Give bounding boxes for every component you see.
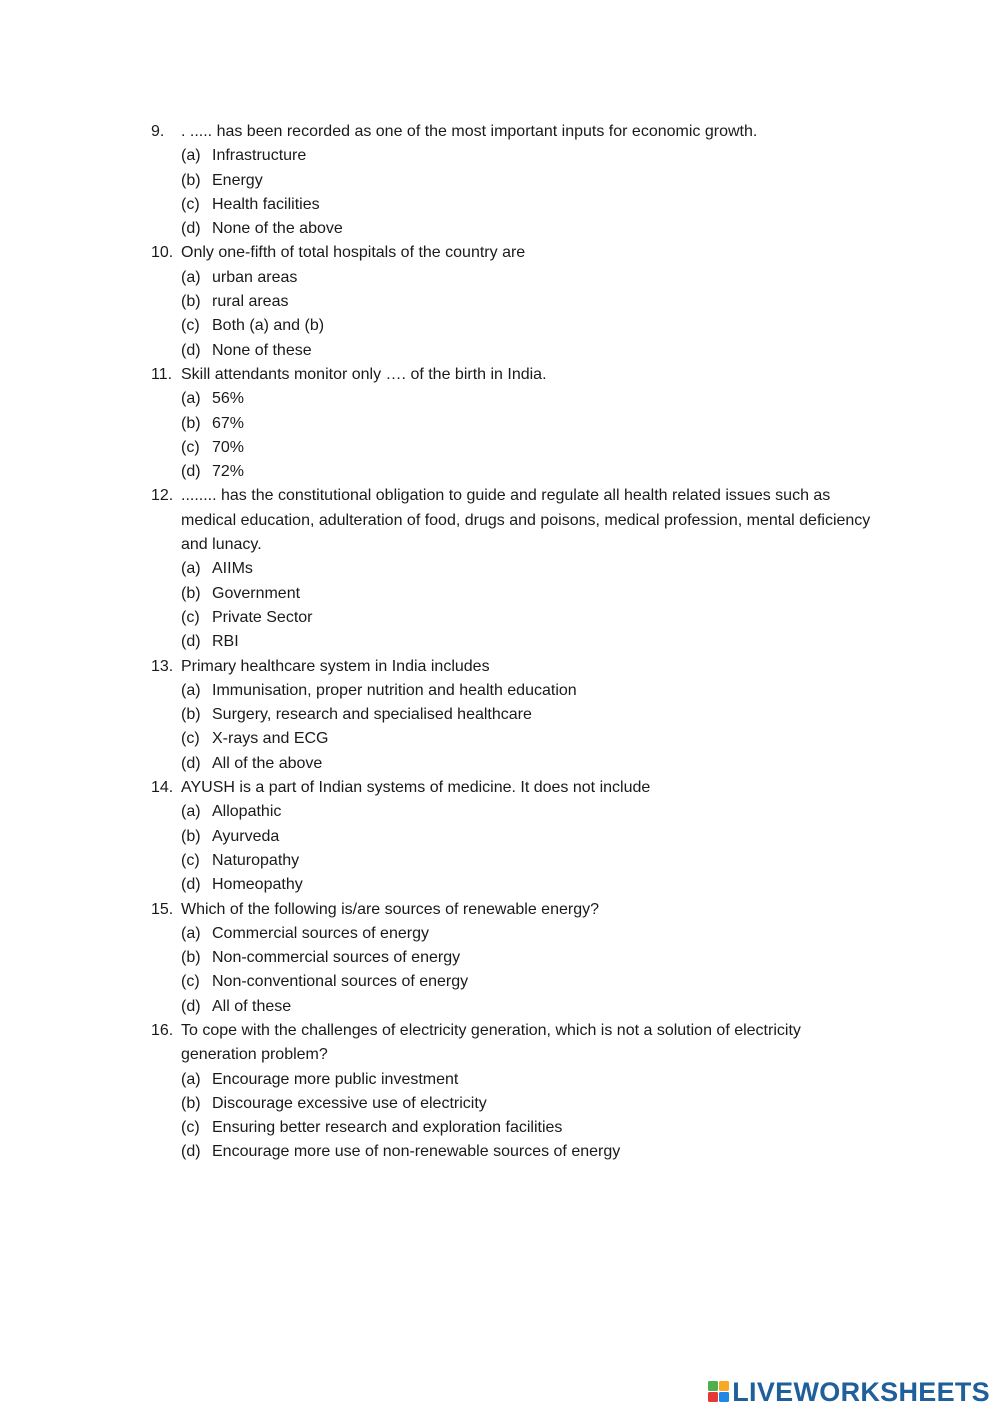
option-item	[0, 582, 1000, 606]
question	[0, 120, 1000, 241]
option-item	[0, 387, 1000, 411]
option-text: rural areas	[212, 293, 289, 311]
option-item	[0, 825, 1000, 849]
option-label: (c)	[181, 973, 200, 991]
question-text: . ..... has been recorded as one of the most important inputs for economic growth.	[181, 123, 758, 140]
question	[0, 1019, 1000, 1165]
option-text: None of the above	[212, 220, 343, 238]
option-label: (c)	[181, 851, 200, 869]
option-text: Ensuring better research and exploration facilities	[212, 1119, 563, 1137]
option-list	[0, 266, 1000, 363]
option-item	[0, 314, 1000, 338]
question-text: Only one-fifth of total hospitals of the country are	[181, 244, 526, 262]
option-text: Ayurveda	[212, 827, 280, 845]
option-label: (a)	[181, 268, 201, 286]
option-text: urban areas	[212, 268, 298, 286]
option-label: (c)	[181, 1119, 200, 1137]
question-number: 16.	[151, 1021, 174, 1039]
option-item	[0, 606, 1000, 630]
option-text: Energy	[212, 171, 263, 189]
option-label: (d)	[181, 463, 201, 481]
question-text: Skill attendants monitor only …. of the birth in India.	[181, 365, 547, 383]
option-list	[0, 1068, 1000, 1165]
option-label: (c)	[181, 730, 200, 748]
option-text: Health facilities	[212, 195, 320, 213]
option-label: (b)	[181, 293, 201, 311]
question-number: 14.	[151, 779, 174, 797]
option-label: (b)	[181, 584, 201, 602]
option-label: (c)	[181, 317, 200, 335]
question	[0, 363, 1000, 484]
option-text: Immunisation, proper nutrition and health education	[212, 681, 577, 699]
option-item	[0, 727, 1000, 751]
question-text: To cope with the challenges of electricity generation, which is not a solution of electricity generation problem?	[181, 1021, 801, 1064]
option-text: Commercial sources of energy	[212, 924, 429, 942]
option-text: RBI	[212, 633, 239, 651]
option-text: 67%	[212, 414, 245, 432]
option-label: (d)	[181, 997, 201, 1015]
option-label: (a)	[181, 1070, 201, 1088]
option-label: (d)	[181, 754, 201, 772]
option-item	[0, 460, 1000, 484]
question-number: 13.	[151, 657, 174, 675]
option-label: (a)	[181, 390, 201, 408]
question	[0, 484, 1000, 654]
option-item	[0, 630, 1000, 654]
option-item	[0, 679, 1000, 703]
option-item	[0, 849, 1000, 873]
option-list	[0, 922, 1000, 1019]
option-item	[0, 946, 1000, 970]
option-item	[0, 193, 1000, 217]
option-item	[0, 800, 1000, 824]
option-text: Both (a) and (b)	[212, 317, 325, 335]
option-text: 70%	[212, 438, 245, 456]
option-item	[0, 703, 1000, 727]
option-label: (d)	[181, 1143, 201, 1161]
option-text: Private Sector	[212, 608, 313, 626]
option-text: Discourage excessive use of electricity	[212, 1094, 487, 1112]
option-item	[0, 1068, 1000, 1092]
option-label: (b)	[181, 706, 201, 724]
option-text: Encourage more use of non-renewable sources of energy	[212, 1143, 621, 1161]
question-text: Which of the following is/are sources of renewable energy?	[181, 900, 599, 918]
option-label: (c)	[181, 195, 200, 213]
question	[0, 898, 1000, 1019]
option-label: (d)	[181, 876, 201, 894]
option-list	[0, 144, 1000, 241]
option-label: (a)	[181, 560, 201, 578]
option-item	[0, 339, 1000, 363]
option-label: (a)	[181, 681, 201, 699]
option-text: All of the above	[212, 754, 323, 772]
option-list	[0, 387, 1000, 484]
option-text: None of these	[212, 341, 312, 359]
option-item	[0, 1140, 1000, 1164]
option-label: (b)	[181, 414, 201, 432]
option-text: Allopathic	[212, 803, 282, 821]
option-text: Infrastructure	[212, 147, 307, 165]
option-label: (b)	[181, 1094, 201, 1112]
option-text: All of these	[212, 997, 292, 1015]
option-label: (d)	[181, 633, 201, 651]
option-text: Non-conventional sources of energy	[212, 973, 469, 991]
question-number: 15.	[151, 900, 174, 918]
option-label: (c)	[181, 438, 200, 456]
option-text: X-rays and ECG	[212, 730, 329, 748]
question-text: AYUSH is a part of Indian systems of medicine. It does not include	[181, 779, 651, 797]
option-item	[0, 412, 1000, 436]
option-label: (b)	[181, 827, 201, 845]
option-item	[0, 290, 1000, 314]
option-text: Non-commercial sources of energy	[212, 949, 461, 967]
option-item	[0, 873, 1000, 897]
option-text: Surgery, research and specialised healthcare	[212, 706, 532, 724]
option-item	[0, 436, 1000, 460]
question	[0, 655, 1000, 776]
option-text: AIIMs	[212, 560, 253, 578]
question	[0, 241, 1000, 362]
question-number: 11.	[151, 365, 173, 383]
option-label: (c)	[181, 608, 200, 626]
question-number: 9.	[151, 123, 165, 140]
option-label: (b)	[181, 171, 201, 189]
question	[0, 776, 1000, 897]
option-label: (a)	[181, 803, 201, 821]
option-text: Government	[212, 584, 301, 602]
question-number: 10.	[151, 244, 174, 262]
option-label: (b)	[181, 949, 201, 967]
option-list	[0, 800, 1000, 897]
option-item	[0, 752, 1000, 776]
option-item	[0, 970, 1000, 994]
question-number: 12.	[151, 487, 174, 505]
brand-watermark	[708, 1377, 990, 1407]
option-text: 56%	[212, 390, 245, 408]
option-text: Homeopathy	[212, 876, 303, 894]
worksheet	[0, 120, 1000, 1165]
option-label: (d)	[181, 341, 201, 359]
option-list	[0, 557, 1000, 654]
option-item	[0, 995, 1000, 1019]
option-item	[0, 144, 1000, 168]
option-item	[0, 557, 1000, 581]
question-text: ........ has the constitutional obligation to guide and regulate all health related issues such as medical education, adulteration of food, drugs and poisons, medical profession, mental deficiency and lunacy.	[181, 487, 871, 554]
liveworksheets-logo-icon	[708, 1380, 730, 1404]
option-item	[0, 922, 1000, 946]
option-item	[0, 217, 1000, 241]
option-text: Encourage more public investment	[212, 1070, 459, 1088]
option-item	[0, 1092, 1000, 1116]
option-label: (a)	[181, 147, 201, 165]
option-item	[0, 1116, 1000, 1140]
option-text: 72%	[212, 463, 245, 481]
option-label: (a)	[181, 924, 201, 942]
option-label: (d)	[181, 220, 201, 238]
option-text: Naturopathy	[212, 851, 300, 869]
brand-name: LIVEWORKSHEETS	[732, 1376, 990, 1407]
question-text: Primary healthcare system in India includes	[181, 657, 490, 675]
option-item	[0, 266, 1000, 290]
option-list	[0, 679, 1000, 776]
option-item	[0, 169, 1000, 193]
